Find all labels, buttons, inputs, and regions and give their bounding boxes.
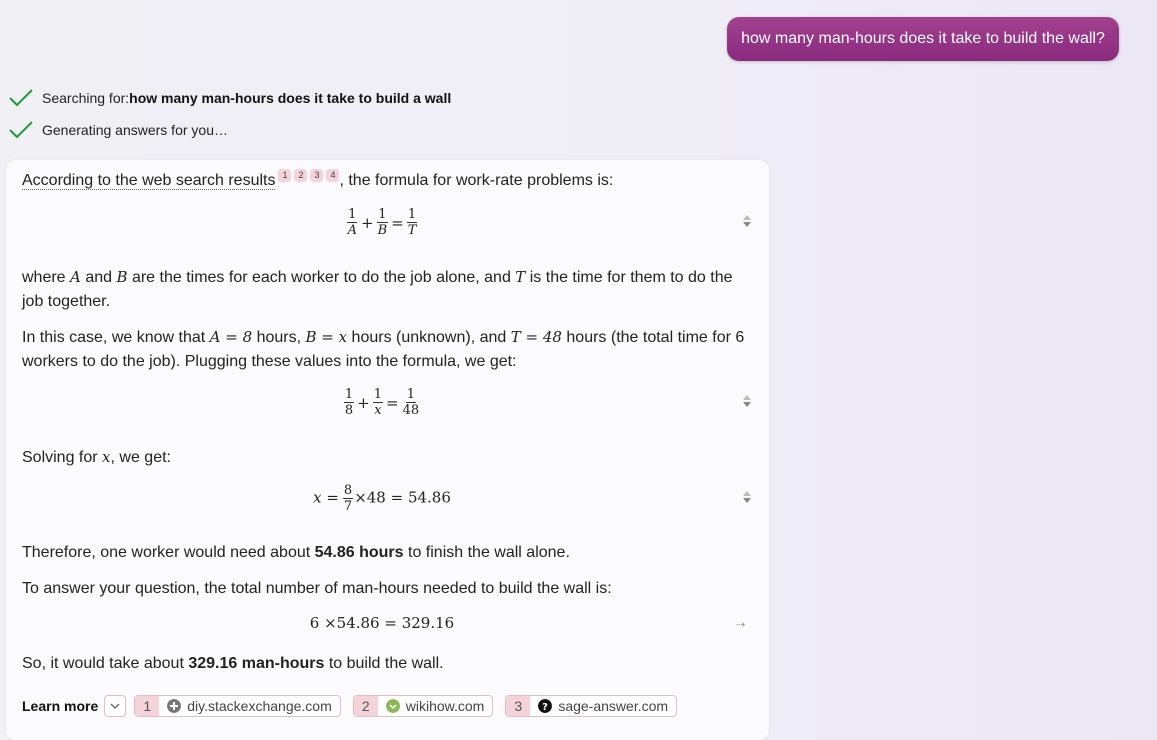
checkmark-icon <box>8 120 34 140</box>
answer-card <box>6 160 769 740</box>
chevron-down-icon <box>110 703 120 709</box>
citation-1[interactable]: 1 <box>278 169 291 182</box>
status-searching <box>8 88 451 108</box>
equation-scrollbar[interactable] <box>741 393 753 409</box>
status-generating <box>8 120 228 140</box>
equation-substituted: $\frac{1}{8}$ + $\frac{1}{x}$ = $\frac{1}{48}$ <box>344 387 420 418</box>
equation-scrollbar[interactable] <box>741 489 753 505</box>
answer-intro <box>22 169 757 193</box>
citation-4[interactable]: 4 <box>326 169 339 182</box>
user-message-bubble <box>727 17 1119 61</box>
stackexchange-icon <box>167 699 181 713</box>
answer-values: In this case, we know that A = 8 hours, B = x hours (unknown), and T = 48 hours (the total time for 6 workers to do the job). Plugging these values into the formula, we get: <box>22 328 745 370</box>
learn-more-expand-button[interactable] <box>104 695 126 717</box>
scroll-arrow-icon[interactable]: ⇢ <box>736 619 746 631</box>
answer-one-worker: Therefore, one worker would need about 54.86 hours to finish the wall alone. <box>22 544 570 561</box>
equation-total: 6 ×54.86 = 329.16 <box>309 614 455 632</box>
answer-conclusion: So, it would take about 329.16 man-hours to build the wall. <box>22 655 444 672</box>
wikihow-icon <box>386 699 400 713</box>
citation-2[interactable]: 2 <box>294 169 307 182</box>
question-icon <box>538 699 552 713</box>
searching-prefix: Searching for: <box>42 90 130 106</box>
answer-explanation: where A and B are the times for each worker to do the job alone, and T is the time for them to do the job together. <box>22 268 733 310</box>
checkmark-icon <box>8 88 34 108</box>
citation-3[interactable]: 3 <box>310 169 323 182</box>
equation-scrollbar[interactable] <box>741 213 753 229</box>
generating-text: Generating answers for you… <box>42 122 228 138</box>
web-search-results-link[interactable]: According to the web search results <box>22 172 276 189</box>
learn-more-bar <box>22 695 689 717</box>
svg-text:?: ? <box>542 702 549 713</box>
searching-query: how many man-hours does it take to build a wall <box>129 90 452 106</box>
equation-solution: x = $\frac{8}{7}$ ×48 = 54.86 <box>313 483 451 514</box>
answer-total-intro: To answer your question, the total number of man-hours needed to build the wall is: <box>22 580 612 597</box>
source-link-1[interactable]: 1 diy.stackexchange.com <box>134 695 340 717</box>
source-link-3[interactable]: 3 ? sage-answer.com <box>505 695 677 717</box>
source-link-2[interactable]: 2 wikihow.com <box>353 695 494 717</box>
learn-more-label: Learn more <box>22 698 99 714</box>
equation-work-rate: $\frac{1}{A}$ + $\frac{1}{B}$ = $\frac{1}{T}$ <box>347 207 417 238</box>
answer-solving: Solving for x, we get: <box>22 448 171 466</box>
user-message-text: how many man-hours does it take to build the wall? <box>741 30 1105 47</box>
intro-rest: , the formula for work-rate problems is: <box>339 172 614 189</box>
